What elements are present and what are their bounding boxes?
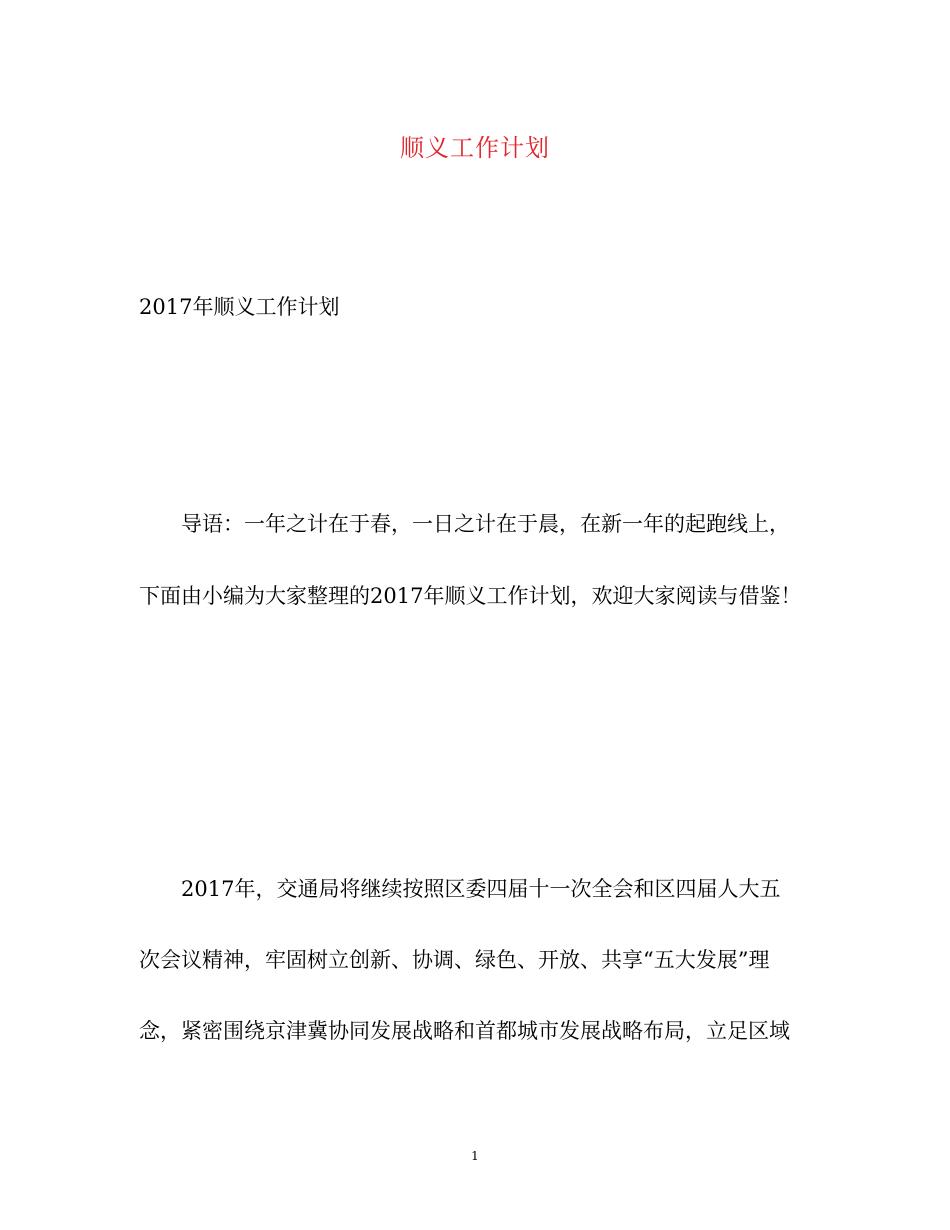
intro-line-2: 下面由小编为大家整理的2017年顺义工作计划，欢迎大家阅读与借鉴！ bbox=[139, 584, 802, 608]
intro-line-1: 导语：一年之计在于春，一日之计在于晨，在新一年的起跑线上， bbox=[181, 512, 790, 536]
page-number: 1 bbox=[471, 1149, 479, 1163]
document-title: 顺义工作计划 bbox=[400, 134, 550, 162]
body-line-3: 念，紧密围绕京津冀协同发展战略和首都城市发展战略布局，立足区域 bbox=[139, 1019, 790, 1043]
body-line-1: 2017年，交通局将继续按照区委四届十一次全会和区四届人大五 bbox=[181, 877, 781, 901]
body-line-2: 次会议精神，牢固树立创新、协调、绿色、开放、共享“五大发展”理 bbox=[139, 948, 770, 972]
document-subtitle: 2017年顺义工作计划 bbox=[139, 295, 340, 319]
